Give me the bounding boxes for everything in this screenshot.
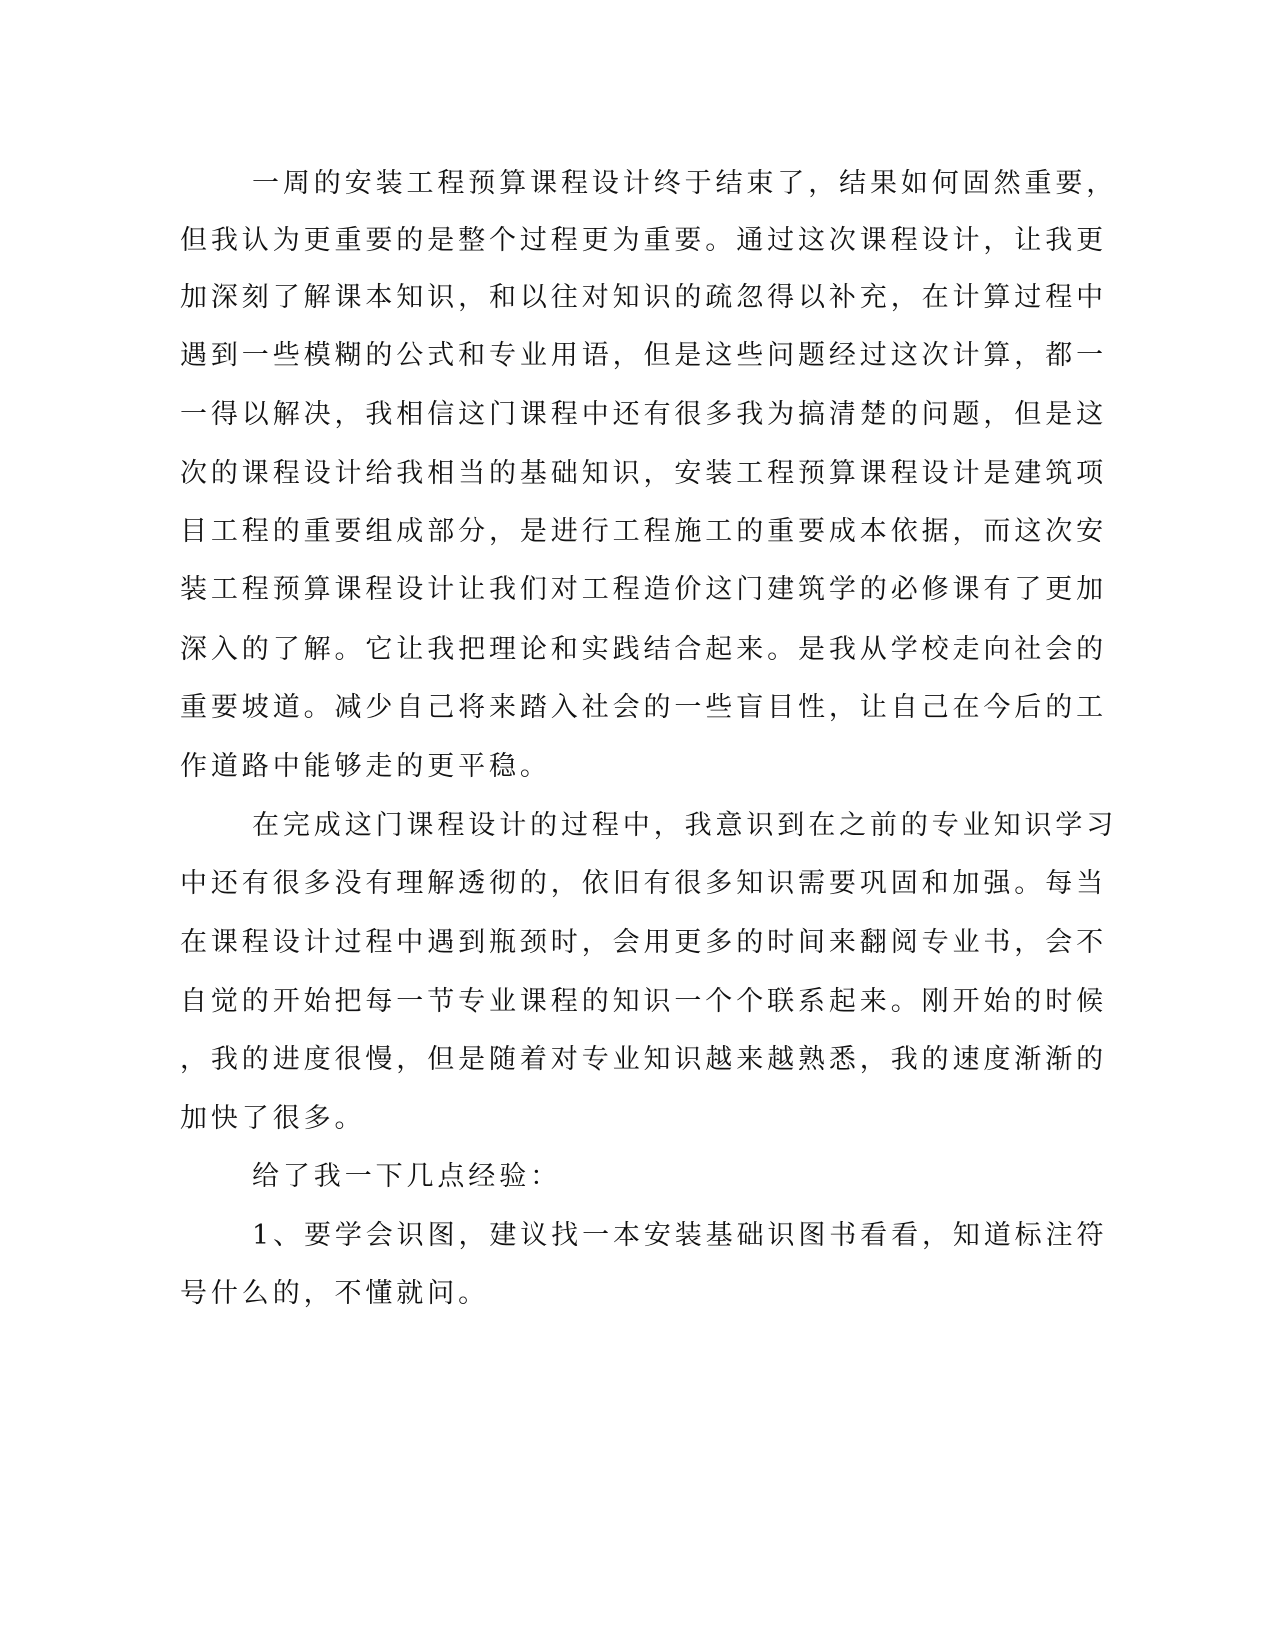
paragraph-1-line-7: 目工程的重要组成部分，是进行工程施工的重要成本依据，而这次安 [180,516,1107,547]
paragraph-2-line-1: 在完成这门课程设计的过程中，我意识到在之前的专业知识学习 [252,810,1118,841]
paragraph-3-line-1: 给了我一下几点经验： [252,1161,561,1192]
paragraph-1-line-1: 一周的安装工程预算课程设计终于结束了，结果如何固然重要， [252,168,1118,199]
paragraph-1-line-4: 遇到一些模糊的公式和专业用语，但是这些问题经过这次计算，都一 [180,340,1107,371]
paragraph-2-line-2: 中还有很多没有理解透彻的，依旧有很多知识需要巩固和加强。每当 [180,868,1107,899]
paragraph-1-line-5: 一得以解决，我相信这门课程中还有很多我为搞清楚的问题，但是这 [180,399,1107,430]
paragraph-1-line-3: 加深刻了解课本知识，和以往对知识的疏忽得以补充，在计算过程中 [180,282,1107,313]
paragraph-1-line-9: 深入的了解。它让我把理论和实践结合起来。是我从学校走向社会的 [180,634,1107,665]
paragraph-1-line-10: 重要坡道。减少自己将来踏入社会的一些盲目性，让自己在今后的工 [180,692,1107,723]
paragraph-2-line-5: ，我的进度很慢，但是随着对专业知识越来越熟悉，我的速度渐渐的 [180,1044,1107,1075]
paragraph-2-line-3: 在课程设计过程中遇到瓶颈时，会用更多的时间来翻阅专业书，会不 [180,927,1107,958]
paragraph-1-line-8: 装工程预算课程设计让我们对工程造价这门建筑学的必修课有了更加 [180,574,1107,605]
paragraph-1-line-2: 但我认为更重要的是整个过程更为重要。通过这次课程设计，让我更 [180,225,1107,256]
paragraph-4-line-1: 1、要学会识图，建议找一本安装基础识图书看看，知道标注符 [252,1220,1108,1251]
paragraph-2-line-4: 自觉的开始把每一节专业课程的知识一个个联系起来。刚开始的时候 [180,986,1107,1017]
paragraph-1-line-6: 次的课程设计给我相当的基础知识，安装工程预算课程设计是建筑项 [180,458,1107,489]
paragraph-1-line-11: 作道路中能够走的更平稳。 [180,751,551,782]
paragraph-2-line-6: 加快了很多。 [180,1103,366,1134]
paragraph-4-line-2: 号什么的，不懂就问。 [180,1278,489,1309]
